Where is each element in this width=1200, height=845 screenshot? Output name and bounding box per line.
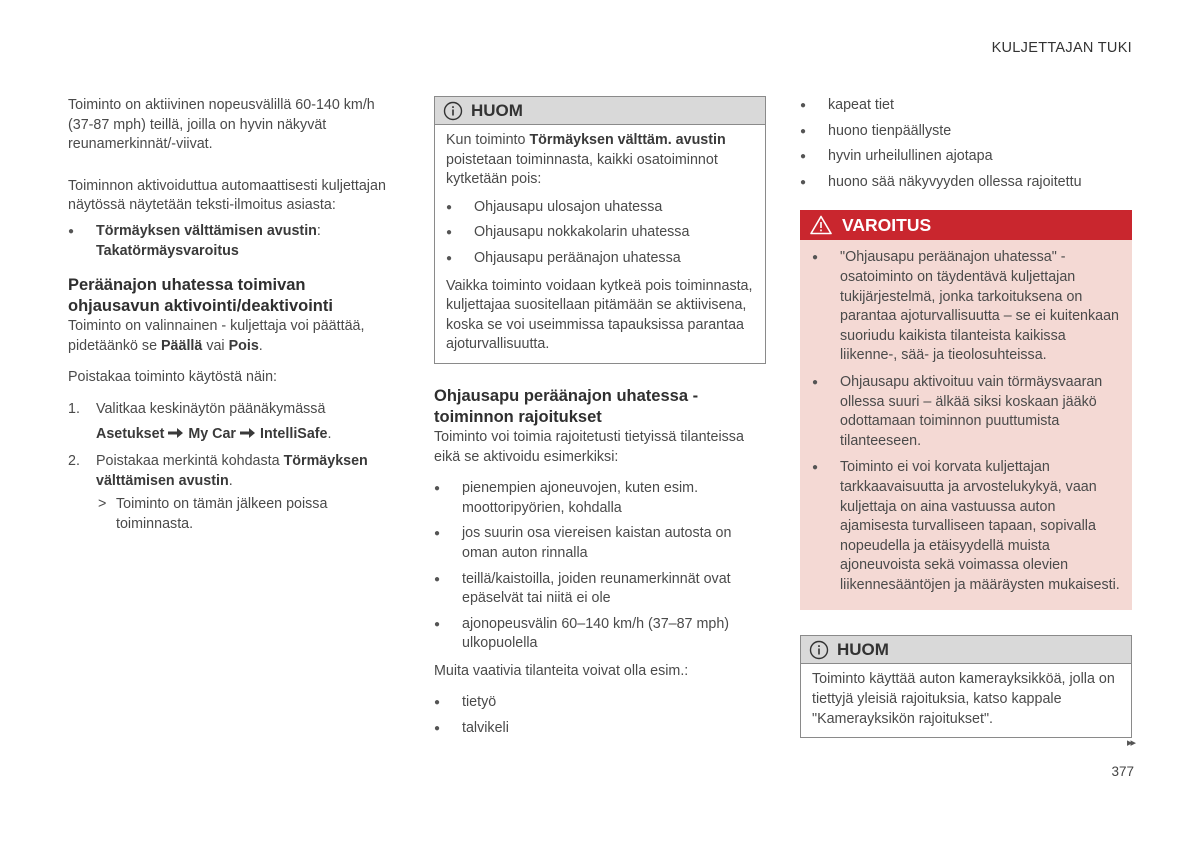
list-item: ● "Ohjausapu peräänajon uhatessa" -osatoiminto on täydentävä kuljettajan tukijärjestelmä, jonka tarkoituksena on parantaa ajoturvallisuutta – se ei kuitenkaan suoriudu kaikista tilanteista kaikissa liikenne-, sää- ja tieolosuhteissa. [812,248,1122,366]
bullet-list [434,479,766,654]
section-heading: Peräänajon uhatessa toimivan ohjausavun aktivointi/deaktivointi [68,276,333,316]
paragraph: Toiminto voi toimia rajoitetusti tietyissä tilanteissa eikä se aktivoidu esimerkiksi: [434,428,744,465]
paragraph: Kun toiminto Törmäyksen välttäm. avustin poistetaan toiminnasta, kaikki osatoiminnot kytketään pois: [446,132,726,188]
note-body [801,664,1131,737]
warning-box [800,210,1132,610]
list-item: ● tietyö [434,693,766,713]
list-item: ● jos suurin osa viereisen kaistan autosta on oman auton rinnalla [434,524,766,563]
bullet-list [800,96,1132,192]
column-right [800,96,1132,760]
step-item: 2. Poistakaa merkintä kohdasta Törmäyksen välttämisen avustin. > Toiminto on tämän jälkeen poissa toiminnasta. [68,452,394,534]
note-title: HUOM [837,640,889,660]
note-header [801,636,1131,664]
list-item: ● Ohjausapu nokkakolarin uhatessa [446,223,754,243]
list-item: ● kapeat tiet [800,96,1132,116]
arrow-right-icon [240,427,256,439]
list-item: ● huono sää näkyvyyden ollessa rajoitettu [800,173,1132,193]
paragraph: Toiminto on valinnainen - kuljettaja voi päättää, pidetäänkö se Päällä vai Pois. [68,318,365,354]
page-section-title: KULJETTAJAN TUKI [991,40,1132,56]
list-item: ● ajonopeusvälin 60–140 km/h (37–87 mph) ulkopuolella [434,615,766,654]
warning-header [800,210,1132,240]
arrow-right-icon [168,427,184,439]
list-item: ● huono tienpäällyste [800,122,1132,142]
paragraph: Muita vaativia tilanteita voivat olla esim.: [434,662,689,679]
continue-arrows-icon: ▸▸ [1126,737,1134,749]
bullet-list [446,198,754,269]
warning-title: VAROITUS [842,214,932,235]
list-item: ● teillä/kaistoilla, joiden reunamerkinnät ovat epäselvät tai niitä ei ole [434,570,766,609]
paragraph: Poistakaa toiminto käytöstä näin: [68,369,278,386]
page-number: 377 [1111,764,1134,779]
list-item: ● Ohjausapu ulosajon uhatessa [446,198,754,218]
steps-list [68,400,394,535]
info-circle-icon [443,101,463,121]
warning-triangle-icon [810,215,832,235]
column-middle [434,96,766,747]
column-left [68,96,394,543]
note-title: HUOM [471,100,523,120]
list-item: ● Ohjausapu aktivoituu vain törmäysvaaran ollessa suuri – älkää siksi koskaan jääkö odottamaan toiminnon puuttumista tilanteeseen. [812,373,1122,451]
note-body [435,125,765,363]
note-box [434,96,766,364]
message-list [68,222,394,261]
info-circle-icon [809,640,829,660]
bullet-list [812,248,1122,595]
paragraph: Toiminto on aktiivinen nopeusvälillä 60-140 km/h (37-87 mph) teillä, joilla on hyvin näkyvät reunamerkinnät/-viivat. [68,97,375,153]
list-item: ● Törmäyksen välttämisen avustin: Takatörmäysvaroitus [68,222,394,261]
paragraph: Toiminnon aktivoiduttua automaattisesti kuljettajan näytössä näytetään teksti-ilmoitus asiasta: [68,177,386,214]
paragraph: Vaikka toiminto voidaan kytkeä pois toiminnasta, kuljettajaa suositellaan pitämään se aktiivisena, koska se voi useimmissa tapauksissa parantaa ajoturvallisuutta. [446,277,753,353]
list-item: ● hyvin urheilullinen ajotapa [800,147,1132,167]
paragraph: Toiminto käyttää auton kamerayksikköä, jolla on tiettyjä yleisiä rajoituksia, katso kappale "Kamerayksikön rajoitukset". [812,671,1115,727]
warning-body [800,240,1132,610]
step-item: 1. Valitkaa keskinäytön päänäkymässä Asetukset My Car IntelliSafe. [68,400,332,442]
list-item: ● pienempien ajoneuvojen, kuten esim. moottoripyörien, kohdalla [434,479,766,518]
list-item: ● talvikeli [434,719,766,739]
list-item: ● Toiminto ei voi korvata kuljettajan tarkkaavaisuutta ja arvostelukykyä, vaan kuljettaja on aina vastuussa auton ajamisesta turvalliseen tapaan, sopivalla nopeudella ja etäisyydellä muista ajoneuvoista sekä voimassa olevien liikennesääntöjen ja määräysten mukaisesti. [812,458,1122,595]
section-heading: Ohjausapu peräänajon uhatessa - toiminnon rajoitukset [434,386,699,426]
step-result: > Toiminto on tämän jälkeen poissa toiminnasta. [98,496,328,532]
bullet-list [434,693,766,738]
list-item: ● Ohjausapu peräänajon uhatessa [446,249,754,269]
note-box [800,635,1132,738]
note-header [435,97,765,125]
